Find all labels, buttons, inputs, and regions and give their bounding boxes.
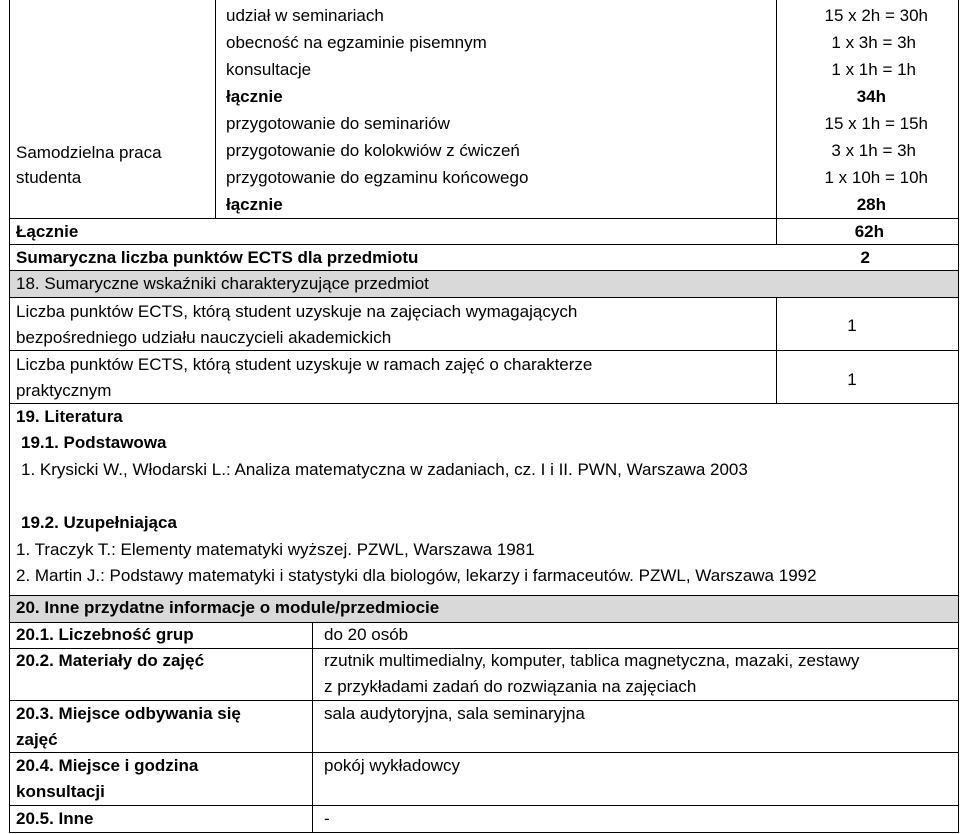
rule xyxy=(776,297,777,403)
total-value: 62h xyxy=(854,222,884,241)
hours-label: przygotowanie do egzaminu końcowego xyxy=(226,168,529,187)
rule xyxy=(9,218,959,219)
info-label: 20.1. Liczebność grup xyxy=(16,625,194,644)
info-value: - xyxy=(324,809,330,828)
rule xyxy=(9,0,10,833)
info-value: z przykładami zadań do rozwiązania na zajęciach xyxy=(324,677,697,696)
section-20-heading: 20. Inne przydatne informacje o module/przedmiocie xyxy=(16,598,440,617)
rule xyxy=(9,832,959,833)
hours-label: obecność na egzaminie pisemnym xyxy=(226,33,487,52)
info-label: zajęć xyxy=(16,730,58,749)
ects-indicator-value: 1 xyxy=(847,370,857,389)
hours-label: przygotowanie do kolokwiów z ćwiczeń xyxy=(226,141,520,160)
ects-indicator-text: Liczba punktów ECTS, którą student uzyskuje na zajęciach wymagających xyxy=(16,302,578,321)
info-value: sala audytoryjna, sala seminaryjna xyxy=(324,704,585,723)
rule xyxy=(9,350,959,351)
hours-value: 1 x 1h = 1h xyxy=(831,60,916,79)
literature-item: 2. Martin J.: Podstawy matematyki i statystyki dla biologów, lekarzy i farmaceutów. PZWL, Warszawa 1992 xyxy=(16,566,817,585)
hours-value: 1 x 10h = 10h xyxy=(824,168,928,187)
hours-subtotal-label: łącznie xyxy=(226,87,283,106)
hours-subtotal-label: łącznie xyxy=(226,195,283,214)
rule xyxy=(9,595,959,596)
hours-label: konsultacje xyxy=(226,60,312,79)
rule xyxy=(958,0,959,833)
info-value: pokój wykładowcy xyxy=(324,756,461,775)
info-label: 20.3. Miejsce odbywania się xyxy=(16,704,241,723)
info-label: 20.5. Inne xyxy=(16,809,94,828)
hours-subtotal-value: 34h xyxy=(856,87,886,106)
section-19-heading: 19. Literatura xyxy=(16,407,123,426)
info-value: do 20 osób xyxy=(324,625,409,644)
group-label: Samodzielna praca xyxy=(16,143,162,162)
hours-value: 15 x 1h = 15h xyxy=(824,114,928,133)
rule xyxy=(9,403,959,404)
literature-basic-heading: 19.1. Podstawowa xyxy=(21,433,167,452)
hours-subtotal-value: 28h xyxy=(856,195,886,214)
hours-value: 15 x 2h = 30h xyxy=(824,6,928,25)
rule xyxy=(9,752,959,753)
hours-value: 3 x 1h = 3h xyxy=(831,141,916,160)
literature-supp-heading: 19.2. Uzupełniająca xyxy=(21,513,177,532)
group-label: studenta xyxy=(16,168,82,187)
rule xyxy=(9,622,959,623)
total-label: Łącznie xyxy=(16,222,79,241)
literature-item: 1. Traczyk T.: Elementy matematyki wyższej. PZWL, Warszawa 1981 xyxy=(16,540,535,559)
ects-indicator-text: praktycznym xyxy=(16,381,112,400)
rule xyxy=(9,648,959,649)
rule xyxy=(9,700,959,701)
hours-value: 1 x 3h = 3h xyxy=(831,33,916,52)
info-label: 20.4. Miejsce i godzina xyxy=(16,756,199,775)
rule xyxy=(312,622,313,832)
rule xyxy=(9,270,959,271)
rule xyxy=(215,0,216,218)
ects-label: Sumaryczna liczba punktów ECTS dla przedmiotu xyxy=(16,248,419,267)
ects-indicator-value: 1 xyxy=(847,316,857,335)
literature-item: 1. Krysicki W., Włodarski L.: Analiza matematyczna w zadaniach, cz. I i II. PWN, Warszawa 2003 xyxy=(21,460,748,479)
info-label: konsultacji xyxy=(16,782,105,801)
info-value: rzutnik multimedialny, komputer, tablica magnetyczna, mazaki, zestawy xyxy=(324,651,860,670)
ects-value: 2 xyxy=(860,248,870,267)
rule xyxy=(776,0,777,244)
rule xyxy=(9,244,959,245)
section-18-heading: 18. Sumaryczne wskaźniki charakteryzujące przedmiot xyxy=(16,274,429,293)
hours-label: przygotowanie do seminariów xyxy=(226,114,450,133)
hours-label: udział w seminariach xyxy=(226,6,384,25)
info-label: 20.2. Materiały do zajęć xyxy=(16,651,205,670)
rule xyxy=(9,297,959,298)
ects-indicator-text: bezpośredniego udziału nauczycieli akademickich xyxy=(16,328,392,347)
ects-indicator-text: Liczba punktów ECTS, którą student uzyskuje w ramach zajęć o charakterze xyxy=(16,355,593,374)
rule xyxy=(9,805,959,806)
